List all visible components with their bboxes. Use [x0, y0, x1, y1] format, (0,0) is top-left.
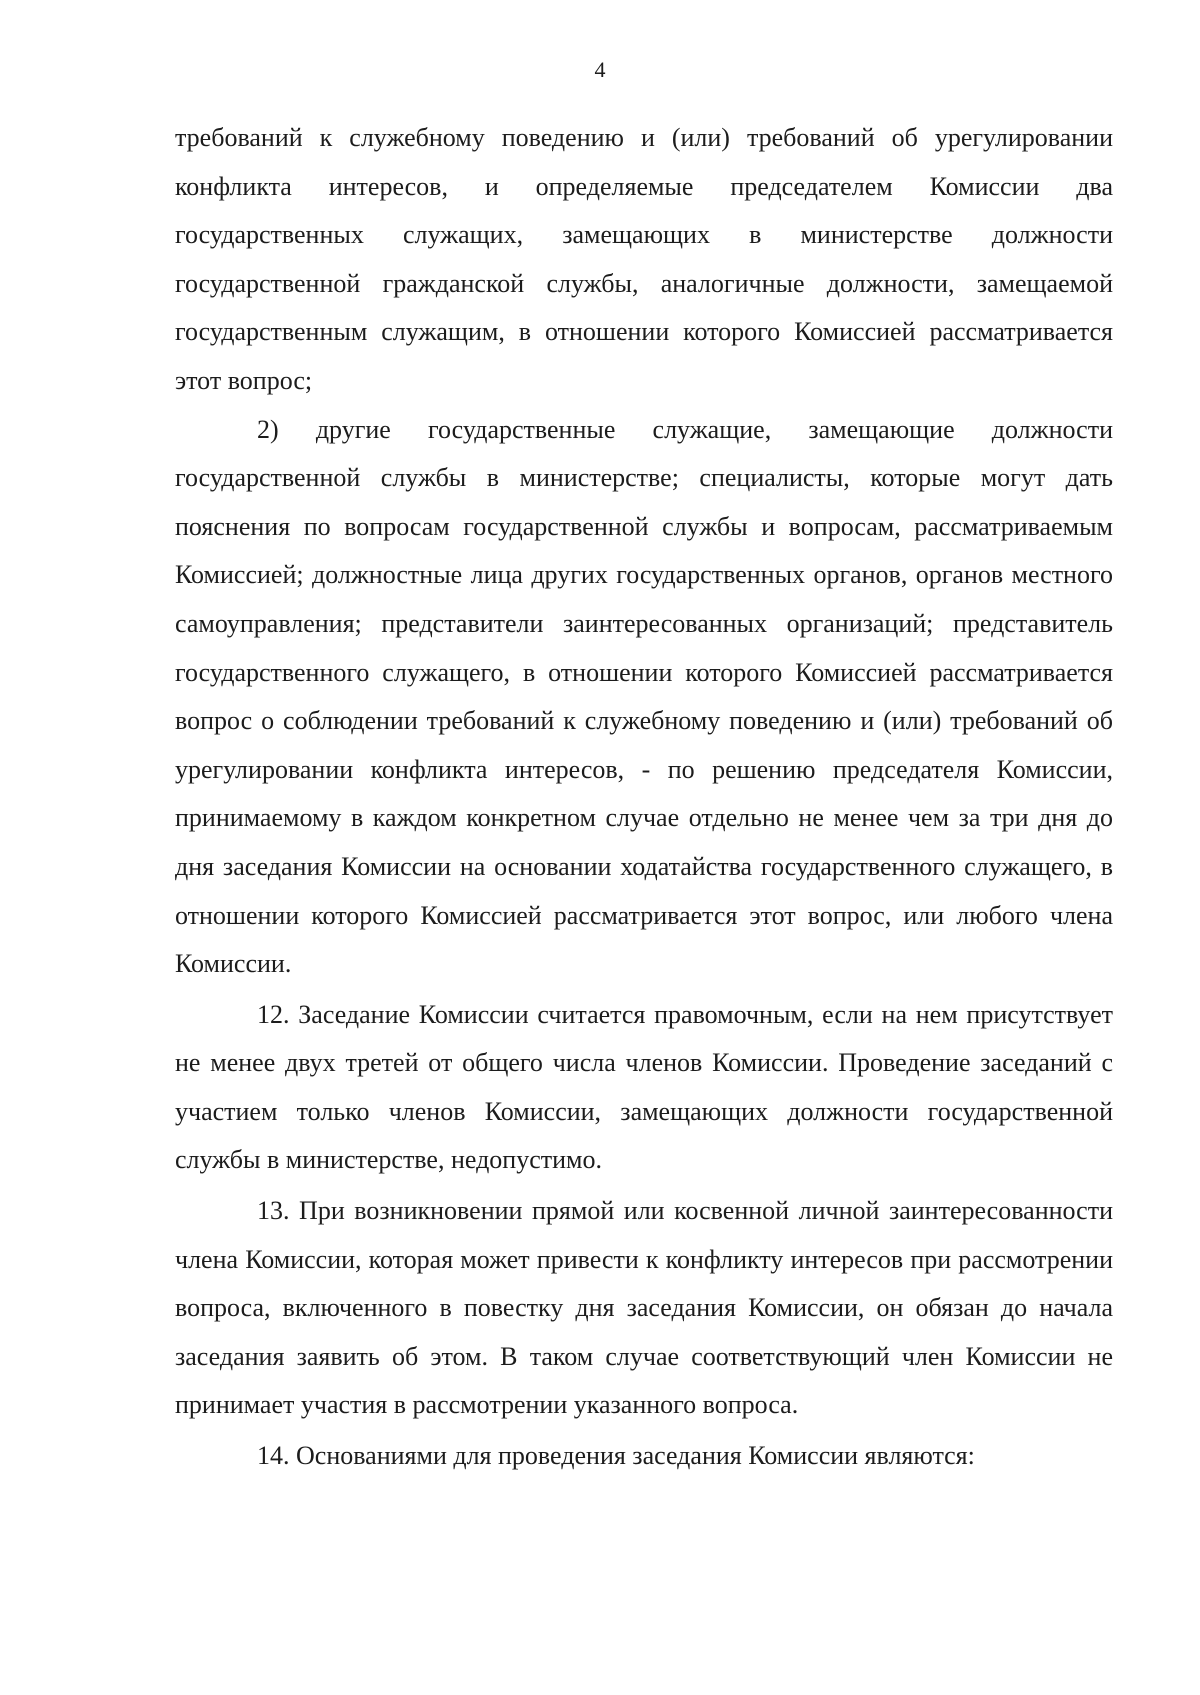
paragraph-clause-13: 13. При возникновении прямой или косвенной личной заинтересованности члена Комиссии, которая может привести к конфликту интересов при рассмотрении вопроса, включенного в повестку дня заседания Комиссии, он обязан до начала заседания заявить об этом. В таком случае соответствующий член Комиссии не принимает участия в рассмотрении указанного вопроса. — [175, 1196, 1113, 1420]
paragraph-clause-12: 12. Заседание Комиссии считается правомочным, если на нем присутствует не менее двух третей от общего числа членов Комиссии. Проведение заседаний с участием только членов Комиссии, замещающих должности государственной службы в министерстве, недопустимо. — [175, 999, 1113, 1175]
paragraph-item-2: 2) другие государственные служащие, замещающие должности государственной службы в министерстве; специалисты, которые могут дать пояснения по вопросам государственной службы и вопросам, рассматриваемым Комиссией; должностные лица других государственных органов, органов местного самоуправления; представители заинтересованных организаций; представитель государственного служащего, в отношении которого Комиссией рассматривается вопрос о соблюдении требований к служебному поведению и (или) требований об урегулировании конфликта интересов, - по решению председателя Комиссии, принимаемому в каждом конкретном случае отдельно не менее чем за три дня до дня заседания Комиссии на основании ходатайства государственного служащего, в отношении которого Комиссией рассматривается этот вопрос, или любого члена Комиссии. — [175, 414, 1113, 979]
paragraph-continuation: требований к служебному поведению и (или) требований об урегулировании конфликта интересов, и определяемые председателем Комиссии два государственных служащих, замещающих в министерстве должности государственной гражданской службы, аналогичные должности, замещаемой государственным служащим, в отношении которого Комиссией рассматривается этот вопрос; — [175, 123, 1113, 395]
page-number: 4 — [594, 57, 606, 82]
document-body — [175, 114, 1113, 1481]
paragraph-clause-14: 14. Основаниями для проведения заседания Комиссии являются: — [257, 1441, 975, 1471]
